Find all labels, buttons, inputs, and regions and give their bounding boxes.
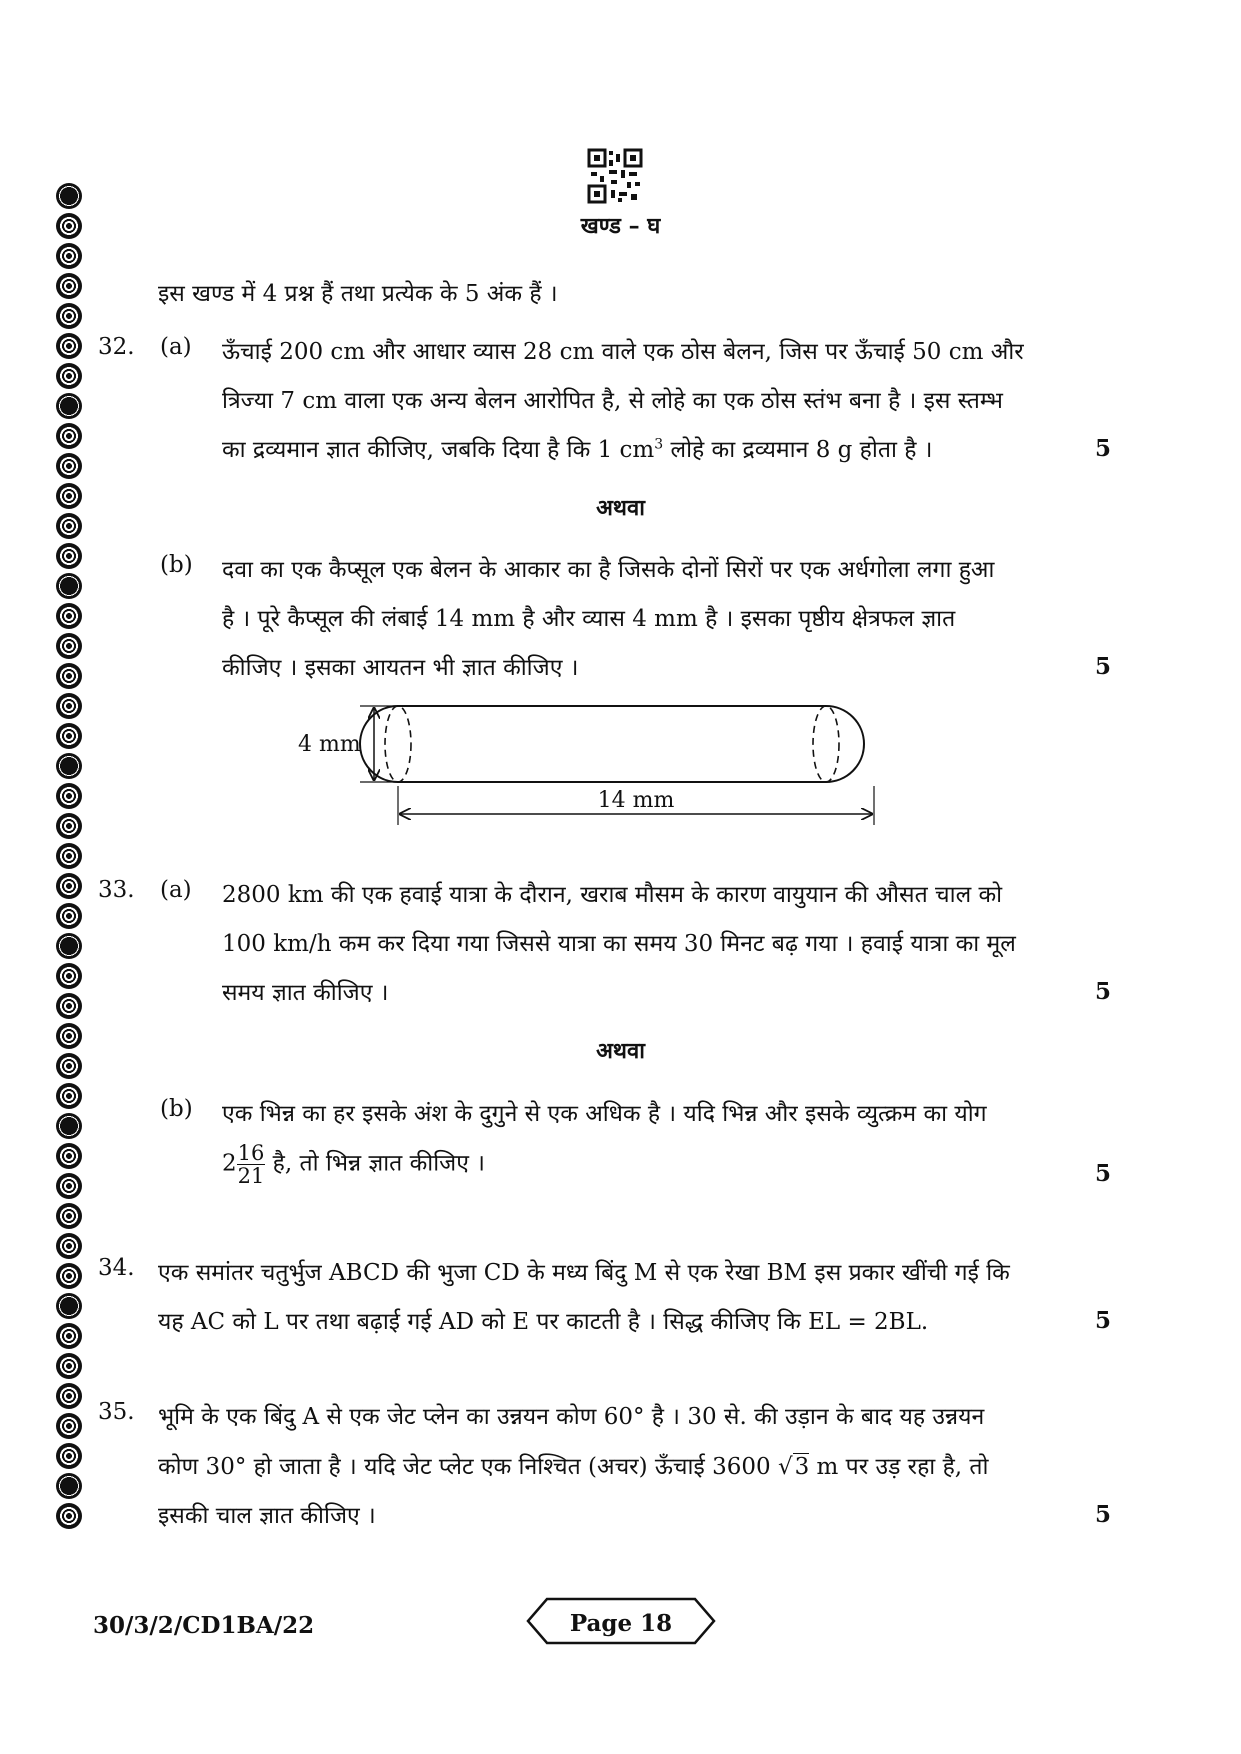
- margin-ring-strip: [52, 183, 86, 1533]
- question-text-line: एक भिन्न का हर इसके अंश के दुगुने से एक अधिक है । यदि भिन्न और इसके व्युत्क्रम का योग: [222, 1101, 987, 1127]
- option-label: (b): [160, 552, 193, 578]
- margin-ring: [56, 663, 82, 689]
- margin-ring: [56, 1203, 82, 1229]
- margin-ring: [56, 453, 82, 479]
- section-instruction: इस खण्ड में 4 प्रश्न हैं तथा प्रत्येक के 5 अंक हैं ।: [158, 281, 558, 307]
- margin-ring: [56, 993, 82, 1019]
- margin-ring: [56, 1323, 82, 1349]
- question-text-line: 100 km/h कम कर दिया गया जिससे यात्रा का समय 30 मिनट बढ़ गया । हवाई यात्रा का मूल: [222, 931, 1016, 957]
- question-text-line: इसकी चाल ज्ञात कीजिए ।: [158, 1503, 376, 1529]
- margin-ring: [56, 1143, 82, 1169]
- margin-ring: [56, 843, 82, 869]
- option-label: (b): [160, 1096, 193, 1122]
- marks-label: 5: [1095, 1307, 1112, 1334]
- margin-ring: [56, 423, 82, 449]
- length-label: 14 mm: [597, 788, 675, 813]
- question-text-line: त्रिज्या 7 cm वाला एक अन्य बेलन आरोपित है, से लोहे का एक ठोस स्तंभ बना है । इस स्तम्भ: [222, 388, 1003, 414]
- margin-ring: [56, 1263, 82, 1289]
- diameter-label: 4 mm: [298, 732, 361, 757]
- question-number: 32.: [98, 334, 135, 360]
- capsule-right-cap-line: [813, 706, 839, 782]
- question-text-line: यह AC को L पर तथा बढ़ाई गई AD को E पर काटती है । सिद्ध कीजिए कि EL = 2BL.: [158, 1309, 929, 1335]
- margin-ring: [56, 873, 82, 899]
- section-title: खण्ड – घ: [580, 213, 661, 239]
- question-text-line: कीजिए । इसका आयतन भी ज्ञात कीजिए ।: [222, 655, 579, 681]
- margin-ring: [56, 1083, 82, 1109]
- margin-ring: [56, 243, 82, 269]
- question-text-line: ऊँचाई 200 cm और आधार व्यास 28 cm वाले एक ठोस बेलन, जिस पर ऊँचाई 50 cm और: [222, 339, 1024, 365]
- margin-ring: [56, 633, 82, 659]
- qr-code-icon: [587, 148, 643, 204]
- option-label: (a): [160, 877, 192, 903]
- question-text-line: कोण 30° हो जाता है । यदि जेट प्लेट एक निश्चित (अचर) ऊँचाई 3600 √3 m पर उड़ रहा है, तो: [158, 1454, 989, 1480]
- margin-ring: [56, 603, 82, 629]
- question-text-line: दवा का एक कैप्सूल एक बेलन के आकार का है जिसके दोनों सिरों पर एक अर्धगोला लगा हुआ: [222, 557, 995, 583]
- margin-ring: [56, 1383, 82, 1409]
- capsule-outline: [360, 706, 864, 782]
- page-number: Page 18: [569, 1610, 673, 1637]
- mixed-fraction: $\frac{16}{21}$: [237, 1141, 265, 1189]
- margin-ring: [56, 903, 82, 929]
- question-text-line: एक समांतर चतुर्भुज ABCD की भुजा CD के मध्य बिंदु M से एक रेखा BM इस प्रकार खींची गई कि: [158, 1260, 1010, 1286]
- or-label: अथवा: [596, 495, 645, 521]
- marks-label: 5: [1095, 1501, 1112, 1528]
- margin-ring: [56, 693, 82, 719]
- paper-code: 30/3/2/CD1BA/22: [93, 1612, 315, 1639]
- margin-ring: [56, 723, 82, 749]
- question-number: 34.: [98, 1255, 135, 1281]
- capsule-left-cap-line: [385, 706, 411, 782]
- margin-ring-solid: [56, 183, 82, 209]
- margin-ring-solid: [56, 573, 82, 599]
- margin-ring: [56, 303, 82, 329]
- question-number: 35.: [98, 1399, 135, 1425]
- capsule-diagram: [290, 700, 890, 830]
- margin-ring-solid: [56, 1293, 82, 1319]
- margin-ring-solid: [56, 1473, 82, 1499]
- or-label: अथवा: [596, 1038, 645, 1064]
- question-text-line: भूमि के एक बिंदु A से एक जेट प्लेन का उन्नयन कोण 60° है । 30 से. की उड़ान के बाद यह उन्नयन: [158, 1404, 985, 1430]
- question-number: 33.: [98, 877, 135, 903]
- option-label: (a): [160, 334, 192, 360]
- marks-label: 5: [1095, 1160, 1112, 1187]
- margin-ring: [56, 1443, 82, 1469]
- margin-ring: [56, 963, 82, 989]
- margin-ring: [56, 1173, 82, 1199]
- marks-label: 5: [1095, 978, 1112, 1005]
- question-text-line: है । पूरे कैप्सूल की लंबाई 14 mm है और व्यास 4 mm है । इसका पृष्ठीय क्षेत्रफल ज्ञात: [222, 606, 956, 632]
- margin-ring: [56, 543, 82, 569]
- question-text-line: 2 $\frac{16}{21}$ है, तो भिन्न ज्ञात कीजिए ।: [222, 1141, 485, 1189]
- margin-ring-solid: [56, 753, 82, 779]
- question-text-line: 2800 km की एक हवाई यात्रा के दौरान, खराब मौसम के कारण वायुयान की औसत चाल को: [222, 882, 1003, 908]
- margin-ring-solid: [56, 393, 82, 419]
- question-text-line: समय ज्ञात कीजिए ।: [222, 980, 389, 1006]
- question-text-line: का द्रव्यमान ज्ञात कीजिए, जबकि दिया है कि 1 $cm^3$ लोहे का द्रव्यमान 8 g होता है ।: [222, 436, 933, 463]
- margin-ring: [56, 1413, 82, 1439]
- margin-ring: [56, 1503, 82, 1529]
- margin-ring-solid: [56, 1113, 82, 1139]
- marks-label: 5: [1095, 653, 1112, 680]
- margin-ring: [56, 333, 82, 359]
- margin-ring: [56, 783, 82, 809]
- marks-label: 5: [1095, 435, 1112, 462]
- margin-ring: [56, 813, 82, 839]
- margin-ring: [56, 363, 82, 389]
- margin-ring-solid: [56, 933, 82, 959]
- margin-ring: [56, 1233, 82, 1259]
- margin-ring: [56, 1353, 82, 1379]
- margin-ring: [56, 273, 82, 299]
